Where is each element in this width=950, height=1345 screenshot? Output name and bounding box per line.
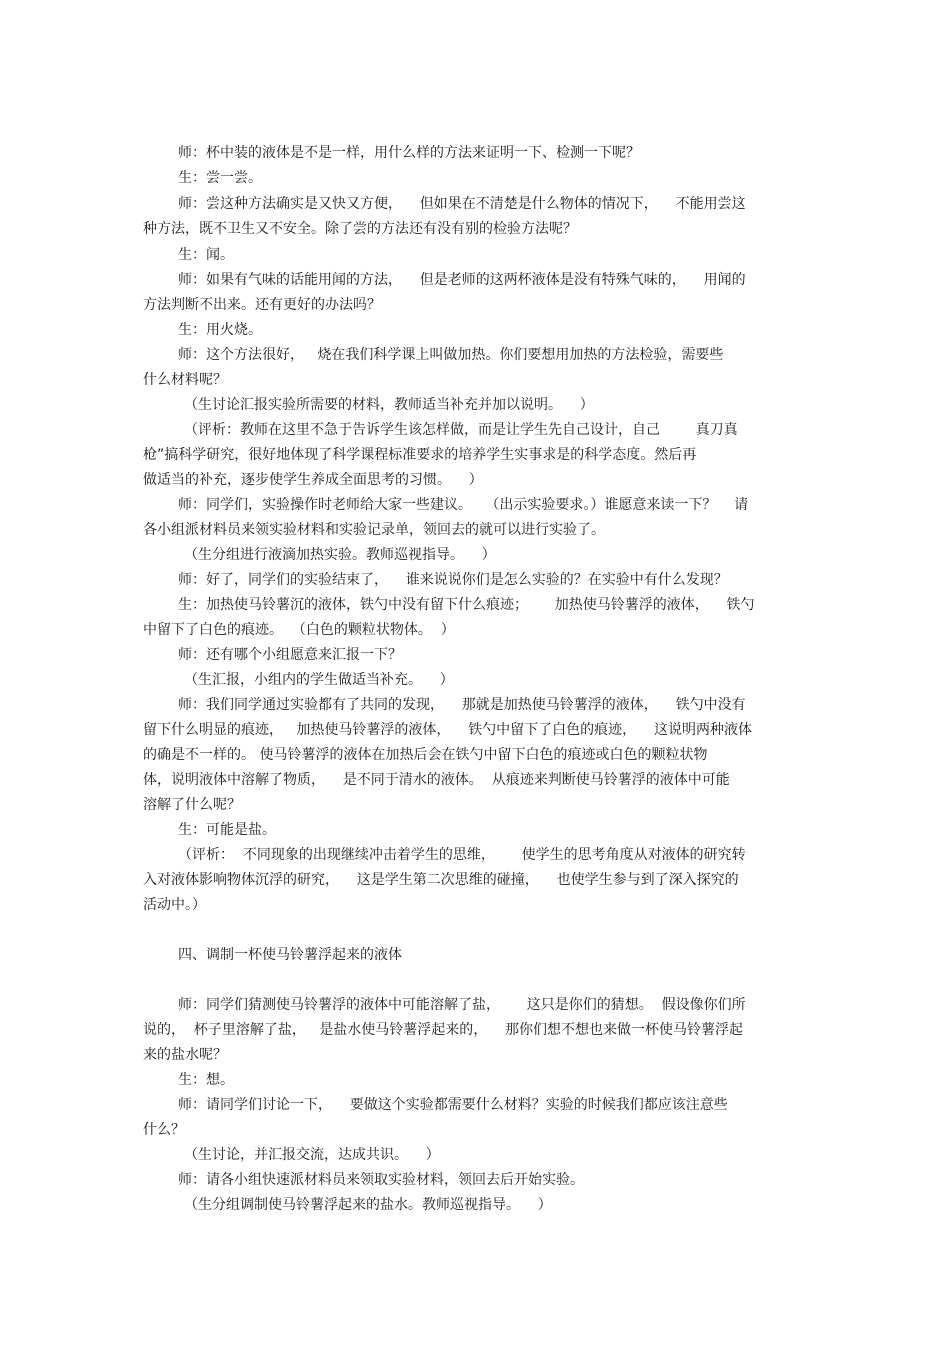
text-line: 方法判断不出来。还有更好的办法吗？ [143, 297, 381, 313]
text-line: 师：还有哪个小组愿意来汇报一下？ [178, 647, 402, 663]
text-line: （评析： 不同现象的出现继续冲击着学生的思维， 使学生的思考角度从对液体的研究转 [178, 847, 746, 863]
text-line: 枪”搞科学研究，很好地体现了科学课程标准要求的培养学生实事求是的科学态度。然后再 [143, 447, 697, 463]
text-line: 师：同学们，实验操作时老师给大家一些建议。 （出示实验要求。）谁愿意来读一下？ 请 [178, 497, 749, 513]
text-line: （生分组进行液滴加热实验。教师巡视指导。 ） [184, 547, 496, 563]
text-line: 师：尝这种方法确实是又快又方便， 但如果在不清楚是什么物体的情况下， 不能用尝这 [178, 196, 746, 212]
text-line: 生：用火烧。 [178, 322, 262, 338]
text-line: 来的盐水呢？ [143, 1047, 227, 1063]
text-line: 师：杯中装的液体是不是一样，用什么样的方法来证明一下、检测一下呢？ [178, 145, 640, 161]
text-line: （评析：教师在这里不急于告诉学生该怎样做，而是让学生先自己设计，自己 真刀真 [184, 422, 738, 438]
text-line: 师：请各小组快速派材料员来领取实验材料，领回去后开始实验。 [178, 1172, 584, 1188]
text-line: 什么？ [143, 1122, 185, 1138]
text-line: 做适当的补充，逐步使学生养成全面思考的习惯。 ） [143, 472, 483, 488]
text-line: 说的， 杯子里溶解了盐， 是盐水使马铃薯浮起来的， 那你们想不想也来做一杯使马铃薯浮起 [143, 1022, 744, 1038]
text-line: 各小组派材料员来领实验材料和实验记录单，领回去的就可以进行实验了。 [143, 522, 605, 538]
text-line: 生：想。 [178, 1072, 234, 1088]
text-line: 入对液体影响物体沉浮的研究， 这是学生第二次思维的碰撞， 也使学生参与到了深入探究的 [143, 872, 739, 888]
text-line: 师：请同学们讨论一下， 要做这个实验都需要什么材料？实验的时候我们都应该注意些 [178, 1097, 728, 1113]
text-line: 师：如果有气味的话能用闻的方法， 但是老师的这两杯液体是没有特殊气味的， 用闻的 [178, 272, 746, 288]
text-line: 生：闻。 [178, 247, 234, 263]
text-line: （生讨论，并汇报交流，达成共识。 ） [184, 1147, 440, 1163]
text-line: （生汇报，小组内的学生做适当补充。 ） [184, 672, 454, 688]
text-line: 体，说明液体中溶解了物质， 是不同于清水的液体。 从痕迹来判断使马铃薯浮的液体中可能 [143, 772, 730, 788]
text-line: （生分组调制使马铃薯浮起来的盐水。教师巡视指导。 ） [184, 1197, 552, 1213]
text-line: 生：尝一尝。 [178, 170, 262, 186]
text-line: 什么材料呢？ [143, 372, 227, 388]
text-line: 师：好了，同学们的实验结束了， 谁来说说你们是怎么实验的？在实验中有什么发现？ [178, 572, 728, 588]
text-line: 师：我们同学通过实验都有了共同的发现， 那就是加热使马铃薯浮的液体， 铁勺中没有 [178, 697, 746, 713]
text-line: 溶解了什么呢？ [143, 797, 241, 813]
section-heading: 四、调制一杯使马铃薯浮起来的液体 [178, 947, 402, 963]
text-line: 师：同学们猜测使马铃薯浮的液体中可能溶解了盐， 这只是你们的猜想。 假设像你们所 [178, 997, 746, 1013]
text-line: 留下什么明显的痕迹， 加热使马铃薯浮的液体， 铁勺中留下了白色的痕迹， 这说明两种液体 [143, 722, 752, 738]
text-line: 生：加热使马铃薯沉的液体，铁勺中没有留下什么痕迹； 加热使马铃薯浮的液体， 铁勺 [178, 597, 755, 613]
text-line: （生讨论汇报实验所需要的材料，教师适当补充并加以说明。 ） [184, 397, 594, 413]
text-line: 活动中。） [143, 897, 206, 913]
text-line: 的确是不一样的。 使马铃薯浮的液体在加热后会在铁勺中留下白色的痕迹或白色的颗粒状物 [143, 747, 708, 763]
text-line: 师：这个方法很好， 烧在我们科学课上叫做加热。你们要想用加热的方法检验，需要些 [178, 347, 724, 363]
text-line: 中留下了白色的痕迹。 （白色的颗粒状物体。 ） [143, 622, 455, 638]
text-line: 生：可能是盐。 [178, 822, 276, 838]
text-line: 种方法，既不卫生又不安全。除了尝的方法还有没有别的检验方法呢？ [143, 221, 577, 237]
